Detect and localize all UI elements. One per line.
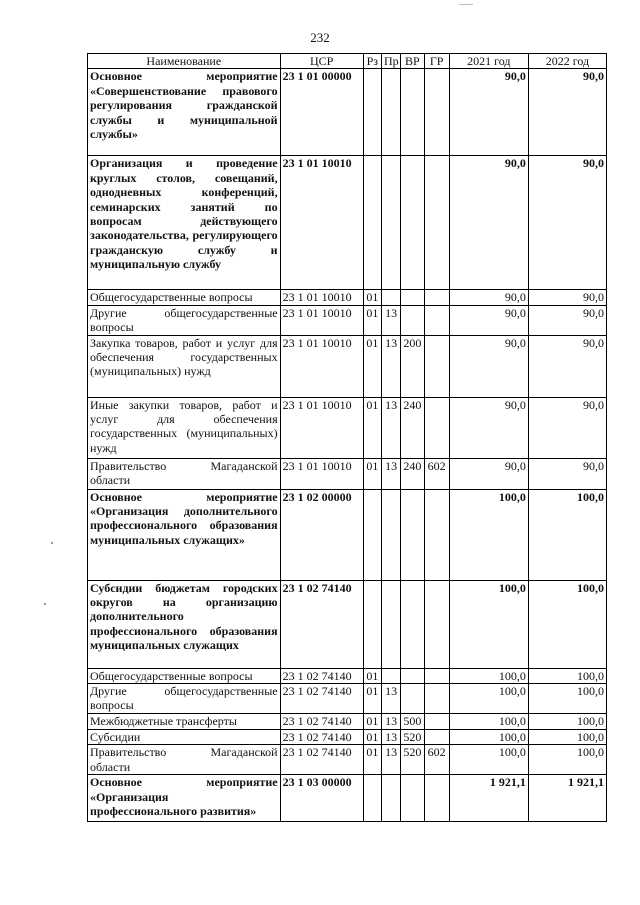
cell-csr: 23 1 01 10010 (280, 156, 363, 290)
table-row (88, 580, 607, 668)
table-row (88, 69, 607, 156)
cell-pr: 13 (381, 335, 400, 397)
cell-pr: 13 (381, 305, 400, 335)
table-row (88, 730, 607, 745)
cell-pr: 13 (381, 730, 400, 745)
cell-2021: 100,0 (449, 730, 528, 745)
cell-pr (381, 668, 400, 683)
cell-csr: 23 1 01 10010 (280, 335, 363, 397)
cell-2021: 90,0 (449, 397, 528, 458)
cell-gr: 602 (424, 745, 449, 775)
cell-2022: 90,0 (528, 156, 606, 290)
cell-2022: 90,0 (528, 290, 606, 305)
cell-pr: 13 (381, 745, 400, 775)
cell-vr: 200 (401, 335, 424, 397)
scan-speck (51, 542, 53, 544)
cell-csr: 23 1 02 00000 (280, 489, 363, 580)
cell-csr: 23 1 01 10010 (280, 458, 363, 489)
cell-gr (424, 684, 449, 714)
table-row (88, 156, 607, 290)
scan-speck (44, 603, 46, 605)
cell-csr: 23 1 03 00000 (280, 775, 363, 822)
cell-gr (424, 290, 449, 305)
cell-2021: 90,0 (449, 156, 528, 290)
cell-gr (424, 730, 449, 745)
cell-2022: 100,0 (528, 489, 606, 580)
cell-rz: 01 (363, 305, 381, 335)
cell-name: Иные закупки товаров, работ и услуг для обеспечения государственных (муниципальных) нужд (88, 397, 281, 458)
cell-2021: 90,0 (449, 335, 528, 397)
table-row (88, 489, 607, 580)
header-csr: ЦСР (280, 54, 363, 69)
table-row (88, 458, 607, 489)
cell-2021: 100,0 (449, 684, 528, 714)
cell-2021: 90,0 (449, 69, 528, 156)
table-row (88, 305, 607, 335)
cell-2022: 90,0 (528, 335, 606, 397)
cell-rz: 01 (363, 668, 381, 683)
cell-vr (401, 775, 424, 822)
cell-gr (424, 305, 449, 335)
cell-gr (424, 335, 449, 397)
cell-vr: 240 (401, 458, 424, 489)
cell-rz: 01 (363, 397, 381, 458)
cell-rz: 01 (363, 458, 381, 489)
cell-2021: 100,0 (449, 668, 528, 683)
cell-rz: 01 (363, 714, 381, 730)
cell-2021: 100,0 (449, 714, 528, 730)
cell-vr: 520 (401, 745, 424, 775)
cell-2022: 90,0 (528, 305, 606, 335)
cell-rz: 01 (363, 290, 381, 305)
cell-gr (424, 714, 449, 730)
cell-gr (424, 775, 449, 822)
table-row (88, 714, 607, 730)
table-row (88, 745, 607, 775)
cell-2022: 90,0 (528, 458, 606, 489)
table-row (88, 335, 607, 397)
cell-csr: 23 1 01 00000 (280, 69, 363, 156)
cell-2021: 100,0 (449, 489, 528, 580)
cell-vr (401, 305, 424, 335)
cell-rz: 01 (363, 684, 381, 714)
cell-gr (424, 580, 449, 668)
cell-pr (381, 290, 400, 305)
table-header-row (88, 54, 607, 69)
cell-2022: 100,0 (528, 745, 606, 775)
cell-2021: 1 921,1 (449, 775, 528, 822)
cell-vr: 240 (401, 397, 424, 458)
cell-gr: 602 (424, 458, 449, 489)
cell-name: Другие общегосударственные вопросы (88, 305, 281, 335)
cell-2022: 100,0 (528, 714, 606, 730)
table-row (88, 397, 607, 458)
cell-name: Закупка товаров, работ и услуг для обеспечения государственных (муниципальных) нужд (88, 335, 281, 397)
table-body (88, 69, 607, 822)
cell-gr (424, 69, 449, 156)
cell-2022: 90,0 (528, 397, 606, 458)
cell-2021: 100,0 (449, 580, 528, 668)
table-row (88, 668, 607, 683)
cell-csr: 23 1 01 10010 (280, 290, 363, 305)
scan-speck (459, 4, 473, 5)
table-row (88, 684, 607, 714)
cell-csr: 23 1 01 10010 (280, 397, 363, 458)
cell-name: Межбюджетные трансферты (88, 714, 281, 730)
cell-rz (363, 580, 381, 668)
cell-rz: 01 (363, 335, 381, 397)
cell-name: Правительство Магаданской области (88, 745, 281, 775)
cell-2021: 90,0 (449, 290, 528, 305)
cell-name: Основное мероприятие «Организация профессионального развития» (88, 775, 281, 822)
cell-2022: 100,0 (528, 684, 606, 714)
cell-vr (401, 489, 424, 580)
header-year-2022: 2022 год (528, 54, 606, 69)
cell-gr (424, 668, 449, 683)
cell-pr: 13 (381, 397, 400, 458)
cell-2022: 90,0 (528, 69, 606, 156)
cell-2022: 100,0 (528, 580, 606, 668)
table-row (88, 290, 607, 305)
header-name: Наименование (88, 54, 281, 69)
header-pr: Пр (381, 54, 400, 69)
cell-pr: 13 (381, 714, 400, 730)
cell-gr (424, 489, 449, 580)
cell-2022: 100,0 (528, 668, 606, 683)
budget-table (87, 53, 607, 822)
cell-csr: 23 1 02 74140 (280, 714, 363, 730)
cell-rz (363, 69, 381, 156)
cell-name: Субсидии бюджетам городских округов на организацию дополнительного профессионального образования муниципальных служащих (88, 580, 281, 668)
cell-pr (381, 69, 400, 156)
cell-name: Правительство Магаданской области (88, 458, 281, 489)
cell-2021: 90,0 (449, 458, 528, 489)
cell-csr: 23 1 02 74140 (280, 730, 363, 745)
cell-name: Основное мероприятие «Организация дополнительного профессионального образования муниципальных служащих» (88, 489, 281, 580)
header-gr: ГР (424, 54, 449, 69)
cell-name: Другие общегосударственные вопросы (88, 684, 281, 714)
cell-2021: 100,0 (449, 745, 528, 775)
page-number: 232 (310, 30, 330, 45)
cell-pr (381, 156, 400, 290)
cell-vr (401, 290, 424, 305)
cell-name: Общегосударственные вопросы (88, 668, 281, 683)
cell-name: Общегосударственные вопросы (88, 290, 281, 305)
cell-name: Организация и проведение круглых столов, совещаний, однодневных конференций, семинарских занятий по вопросам действующего законодательства, регулирующего гражданскую службу и муниципальную службу (88, 156, 281, 290)
cell-rz (363, 156, 381, 290)
cell-gr (424, 397, 449, 458)
cell-vr: 520 (401, 730, 424, 745)
cell-2021: 90,0 (449, 305, 528, 335)
cell-rz: 01 (363, 745, 381, 775)
cell-gr (424, 156, 449, 290)
cell-csr: 23 1 02 74140 (280, 668, 363, 683)
cell-csr: 23 1 02 74140 (280, 684, 363, 714)
cell-name: Основное мероприятие «Совершенствование правового регулирования гражданской службы и муниципальной службы» (88, 69, 281, 156)
header-year-2021: 2021 год (449, 54, 528, 69)
cell-vr: 500 (401, 714, 424, 730)
header-rz: Рз (363, 54, 381, 69)
cell-pr (381, 489, 400, 580)
table-row (88, 775, 607, 822)
cell-vr (401, 668, 424, 683)
cell-rz (363, 775, 381, 822)
cell-csr: 23 1 02 74140 (280, 745, 363, 775)
cell-pr (381, 580, 400, 668)
cell-pr (381, 775, 400, 822)
cell-pr: 13 (381, 684, 400, 714)
cell-2022: 100,0 (528, 730, 606, 745)
cell-pr: 13 (381, 458, 400, 489)
cell-rz: 01 (363, 730, 381, 745)
cell-vr (401, 156, 424, 290)
cell-vr (401, 69, 424, 156)
header-vr: ВР (401, 54, 424, 69)
cell-csr: 23 1 01 10010 (280, 305, 363, 335)
cell-vr (401, 684, 424, 714)
cell-name: Субсидии (88, 730, 281, 745)
cell-vr (401, 580, 424, 668)
cell-rz (363, 489, 381, 580)
cell-2022: 1 921,1 (528, 775, 606, 822)
cell-csr: 23 1 02 74140 (280, 580, 363, 668)
